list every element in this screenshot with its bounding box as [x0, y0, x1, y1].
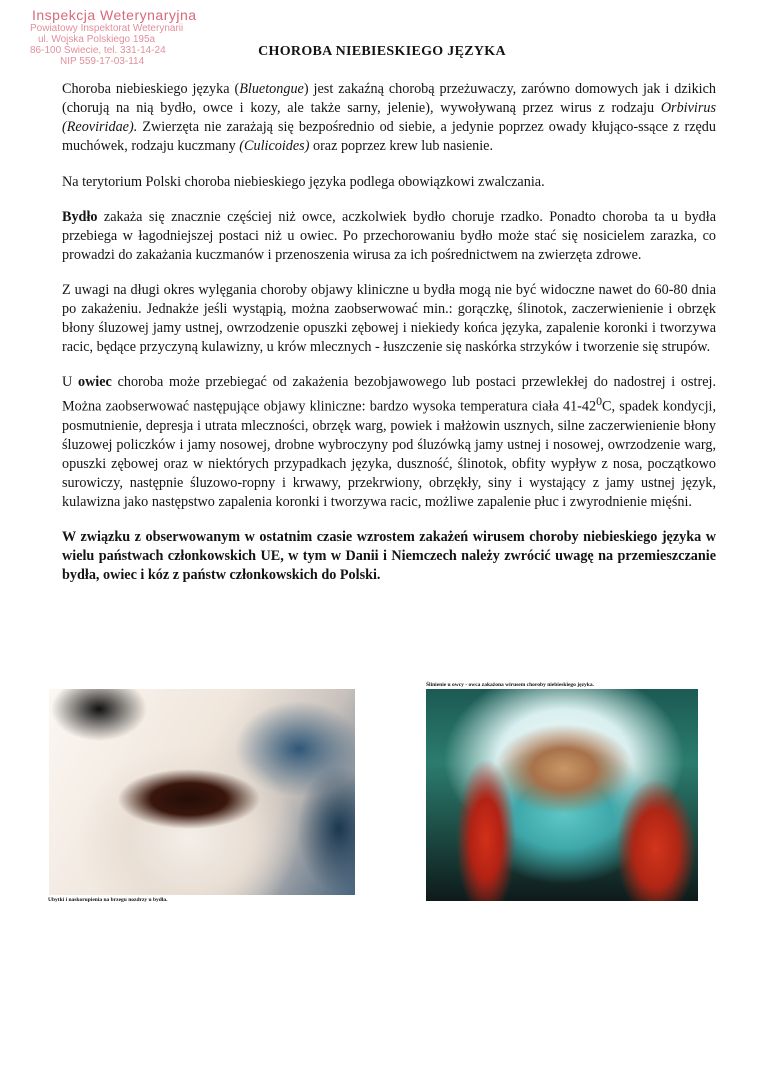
intro-text-3: Zwierzęta nie zarażają się bezpośrednio od siebie, a jedynie poprzez owady kłująco-ssące z rzędu muchówek, rodzaju kuczmany [62, 119, 716, 154]
intro-latin-2: Orbivirus (Reoviridae). [62, 100, 716, 135]
intro-latin-1: Bluetongue [239, 81, 304, 97]
cattle-nostril-photo [49, 689, 355, 895]
obligation-paragraph: Na terytorium Polski choroba niebieskiego języka podlega obowiązkowi zwalczania. [62, 174, 545, 190]
warning-paragraph: W związku z obserwowanym w ostatnim czasie wzrostem zakażeń wirusem choroby niebieskiego języka w wielu państwach członkowskich UE, w tym w Danii i Niemczech należy zwrócić uwagę na przemieszczanie bydła, owiec i kóz z państw członkowskich do Polski. [62, 528, 716, 583]
cattle-paragraph [62, 208, 716, 265]
stamp-line-2: ul. Wojska Polskiego 195a [38, 34, 156, 46]
sheep-lead: owiec [77, 374, 112, 390]
sheep-salivation-photo [426, 689, 698, 901]
sheep-paragraph [62, 373, 716, 512]
intro-text-4: oraz poprzez krew lub nasienie. [309, 138, 494, 154]
degree-mark: 0 [596, 394, 603, 408]
sheep-text-3: C, spadek kondycji, posmutnienie, depresja i utrata mleczności, obrzęk warg, powiek i małżowin usznych, silne zaczerwienienie błony śluzowej policzków i jamy nosowej, drobne wybroczyny pod śluzówką jamy ustnej i nosowej, owrzodzenie warg, opuszki zębowej oraz w niektórych przypadkach języka, duszność, ślinotok, obfity wypływ z nosa, początkowo surowiczy, następnie śluzowo-ropny i krwawy, przekrwiony, obrzękły, siny i wystający z jamy ustnej język, kulawizna jako następstwo zapalenia koronki i tworzywa racic, możliwe zapalenie płuc i zwyrodnienie mięśni. [62, 398, 717, 510]
intro-text-1: Choroba niebieskiego języka ( [62, 81, 240, 97]
cattle-lead: Bydło [62, 209, 98, 225]
document-title: CHOROBA NIEBIESKIEGO JĘZYKA [258, 44, 506, 59]
stamp-name: Inspekcja Weterynaryjna [32, 7, 197, 23]
sheep-text-2: choroba może przebiegać od zakażenia bezobjawowego lub postaci przewlekłej do nadostrej i ostrej. Można zaobserwować następujące objawy kliniczne: bardzo wysoka temperatura ciała 41-42 [62, 374, 716, 415]
sheep-text-1: U [62, 374, 78, 390]
stamp-line-3: 86-100 Świecie, tel. 331-14-24 [30, 45, 166, 57]
intro-paragraph [62, 80, 716, 156]
sheep-photo-caption: Ślinienie u owcy - owca zakażona wirusem choroby niebieskiego języka. [426, 682, 594, 688]
document-body [62, 80, 716, 601]
stamp-line-4: NIP 559-17-03-114 [60, 56, 145, 68]
cattle-text: zakaża się znacznie częściej niż owce, aczkolwiek bydło choruje rzadko. Ponadto choroba ta u bydła przebiega w łagodniejszej postaci niż u owiec. Po przechorowaniu bydło może stać się nosicielem zarazka, co prowadzi do zakażania kuczmanów i przenoszenia wirusa za ich pośrednictwem na zwierzęta zdrowe. [62, 209, 716, 263]
intro-latin-3: (Culicoides) [239, 138, 310, 154]
intro-text-2: ) jest zakaźną chorobą przeżuwaczy, zarówno domowych jak i dzikich (chorują na nią bydło, owce i kozy, ale także sarny, jelenie), wywoływaną przez wirus z rodzaju [62, 81, 716, 116]
incubation-paragraph: Z uwagi na długi okres wylęgania choroby objawy kliniczne u bydła mogą nie być widoczne nawet do 60-80 dnia po zakażeniu. Jednakże jeśli wystąpią, można zaobserwować min.: gorączkę, ślinotok, zaczerwienienie i obrzęk błony śluzowej jamy ustnej, owrzodzenie opuszki zębowej i niekiedy końca języka, zapalenie koronki i tworzywa racic, będące przyczyną kulawizny, u krów mlecznych - łuszczenie się naskórka strzyków i tworzenie się strupów. [62, 282, 716, 355]
stamp-line-1: Powiatowy Inspektorat Weterynarii [30, 23, 184, 35]
cattle-photo-caption: Ubytki i naskorupienia na brzegu nozdrzy u bydła. [48, 897, 168, 903]
